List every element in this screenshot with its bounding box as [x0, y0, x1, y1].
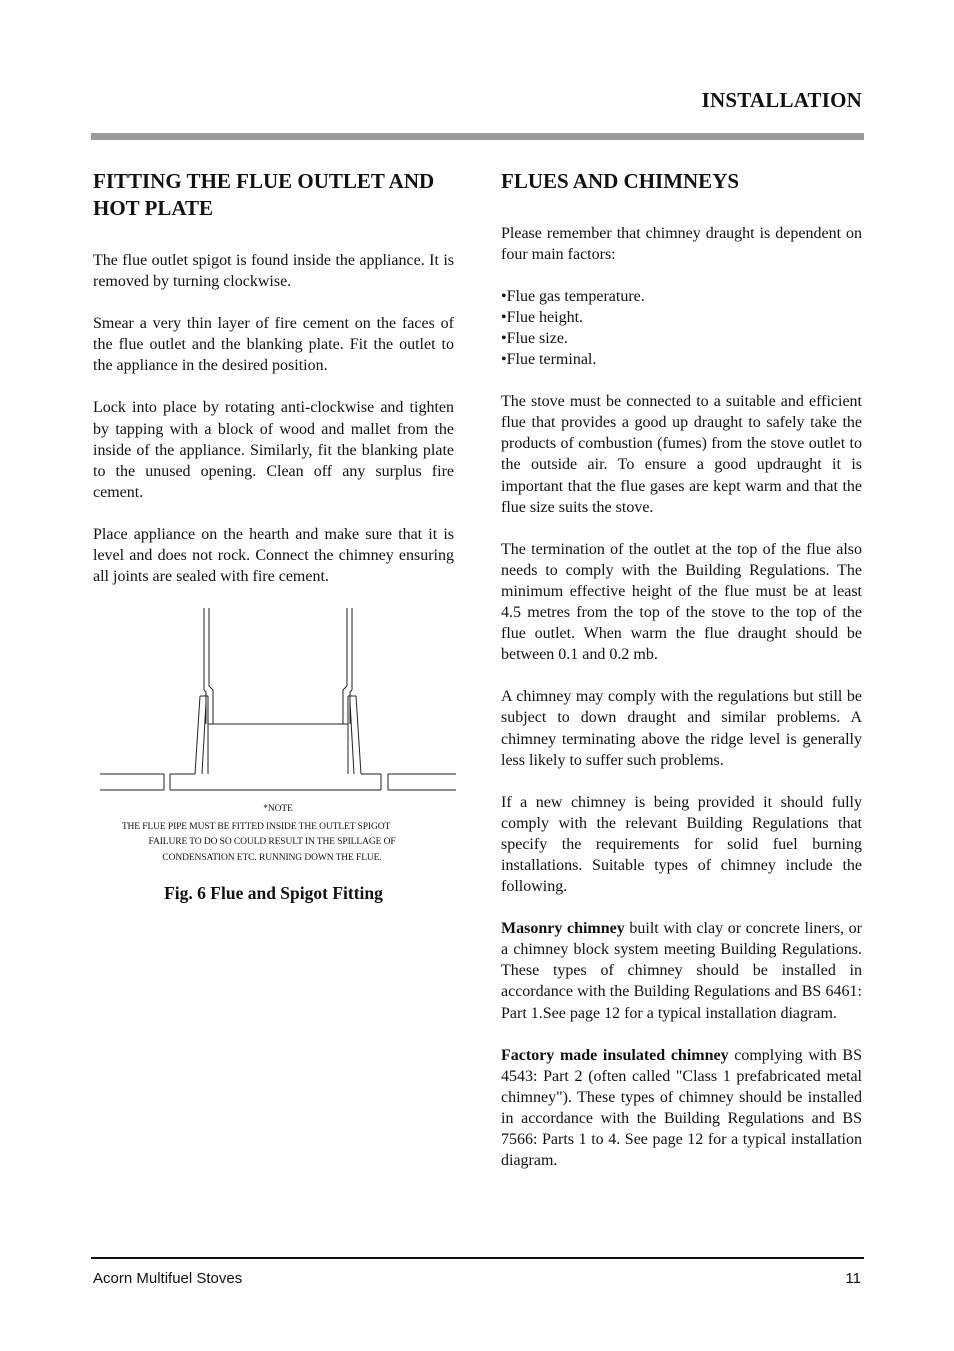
list-item: •Flue height.: [501, 309, 584, 327]
list-item: •Flue gas temperature.: [501, 288, 645, 306]
left-column: [93, 168, 454, 608]
right-column: [501, 168, 862, 1192]
figure-note-line-2: FAILURE TO DO SO COULD RESULT IN THE SPILLAGE OF: [148, 837, 396, 847]
left-paragraph-1: The flue outlet spigot is found inside the appliance. It is removed by turning clockwise.: [93, 252, 454, 291]
left-paragraph-2: Smear a very thin layer of fire cement on the faces of the flue outlet and the blanking plate. Fit the outlet to the appliance in the desired position.: [93, 315, 454, 375]
list-item: •Flue size.: [501, 330, 568, 348]
list-item: •Flue terminal.: [501, 351, 597, 369]
header-rule: [91, 133, 864, 140]
figure-note-line-3: CONDENSATION ETC. RUNNING DOWN THE FLUE.: [162, 853, 382, 863]
figure-caption: Fig. 6 Flue and Spigot Fitting: [164, 883, 383, 903]
left-paragraph-4: Place appliance on the hearth and make sure that it is level and does not rock. Connect the chimney ensuring all joints are sealed with fire cement.: [93, 525, 454, 586]
figure-note-title: *NOTE: [263, 804, 293, 814]
flue-spigot-figure: [100, 606, 456, 868]
masonry-term: Masonry chimney: [501, 920, 625, 938]
factory-paragraph: [501, 1045, 862, 1172]
section-title: INSTALLATION: [701, 88, 862, 112]
masonry-text: built with clay or concrete liners, or a chimney block system meeting Building Regulations. These types of chimney should be installed in accordance with the Building Regulations and BS 6461: Part 1.See page 12 for a typical installation diagram.: [501, 920, 863, 1022]
right-heading: FLUES AND CHIMNEYS: [501, 169, 740, 193]
factory-text: complying with BS 4543: Part 2 (often called "Class 1 prefabricated metal chimney"). These types of chimney should be installed in accordance with the Building Regulations and BS 7566: Parts 1 to 4. See page 12 for a typical installation diagram.: [501, 1046, 862, 1170]
left-paragraph-3: Lock into place by rotating anti-clockwise and tighten by tapping with a block of wood and mallet from the inside of the appliance. Similarly, fit the blanking plate to the unused opening. Clean off any surplus fire cement.: [93, 399, 454, 501]
right-paragraph-4: If a new chimney is being provided it should fully comply with the relevant Building Regulations that specify the requirements for solid fuel burning installations. Suitable types of chimney include the following.: [501, 793, 862, 896]
right-paragraph-3: A chimney may comply with the regulations but still be subject to down draught and similar problems. A chimney terminating above the ridge level is generally less likely to suffer such problems.: [501, 688, 862, 769]
figure-note-line-1: THE FLUE PIPE MUST BE FITTED INSIDE THE OUTLET SPIGOT: [121, 822, 391, 832]
masonry-paragraph: [501, 918, 862, 1023]
footer-rule: [91, 1257, 864, 1259]
factory-term: Factory made insulated chimney: [501, 1046, 729, 1064]
footer-title: Acorn Multifuel Stoves: [93, 1270, 243, 1287]
flue-spigot-drawing: [100, 606, 456, 806]
left-heading: FITTING THE FLUE OUTLET AND HOT PLATE: [93, 169, 435, 220]
factor-list: [501, 286, 862, 370]
right-paragraph-2: The termination of the outlet at the top of the flue also needs to comply with the Building Regulations. The minimum effective height of the flue must be at least 4.5 metres from the top of the stove to the top of the flue outlet. When warm the flue draught should be between 0.1 and 0.2 mb.: [501, 540, 862, 664]
right-intro: Please remember that chimney draught is dependent on four main factors:: [501, 225, 862, 264]
right-paragraph-1: The stove must be connected to a suitable and efficient flue that provides a good up draught to safely take the products of combustion (fumes) from the stove outlet to the outside air. To ensure a good updraught it is important that the flue gases are kept warm and that the flue size suits the stove.: [501, 393, 862, 516]
page-number: 11: [845, 1270, 861, 1287]
